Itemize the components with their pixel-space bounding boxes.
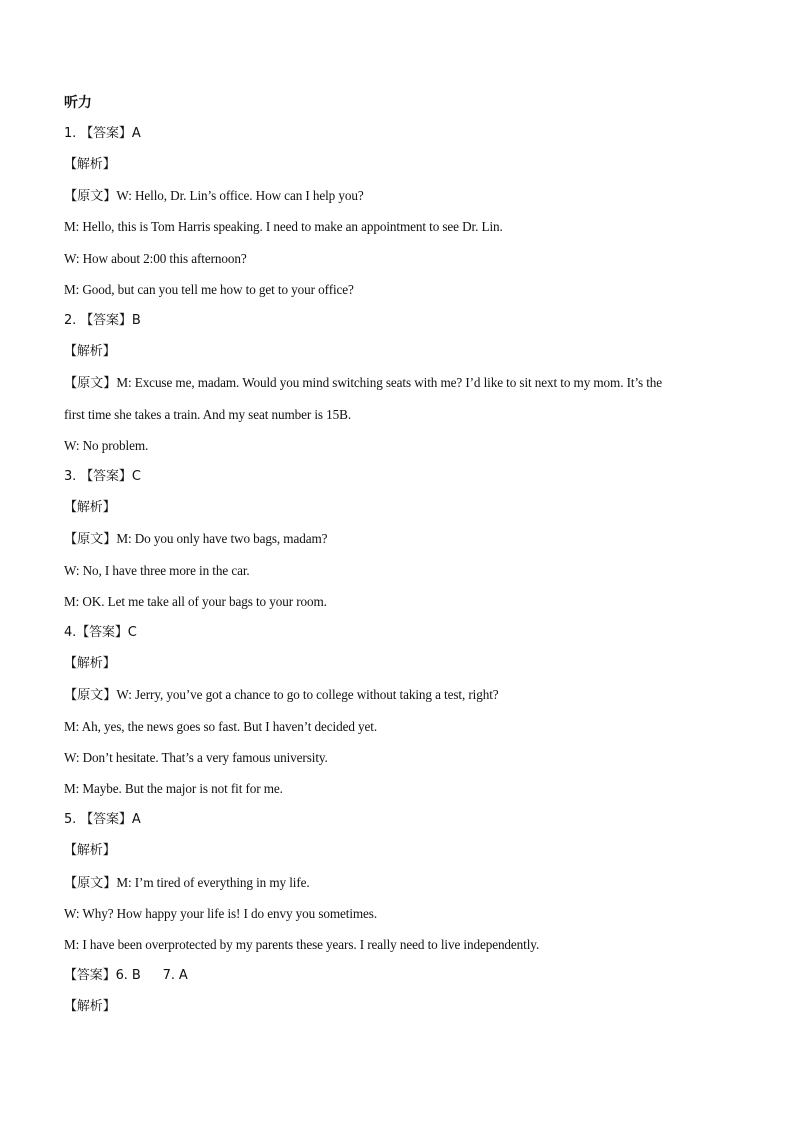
q6-answer: 【答案】6. B xyxy=(64,968,141,983)
q1-transcript-line: M: Good, but can you tell me how to get to your office? xyxy=(64,282,354,297)
q2-analysis: 【解析】 xyxy=(64,344,116,359)
q1-transcript-line: W: How about 2:00 this afternoon? xyxy=(64,251,247,266)
q4-transcript-line: W: Don’t hesitate. That’s a very famous university. xyxy=(64,750,328,765)
q7-answer: 7. A xyxy=(162,968,188,983)
q5-analysis: 【解析】 xyxy=(64,843,116,858)
q4-transcript-line: 【原文】W: Jerry, you’ve got a chance to go to college without taking a test, right? xyxy=(64,687,499,702)
q67-answer xyxy=(64,968,188,984)
q1-transcript-line: M: Hello, this is Tom Harris speaking. I need to make an appointment to see Dr. Lin. xyxy=(64,219,503,234)
q4-transcript-line: M: Ah, yes, the news goes so fast. But I haven’t decided yet. xyxy=(64,719,378,734)
q3-transcript-line: W: No, I have three more in the car. xyxy=(64,563,250,578)
q4-analysis: 【解析】 xyxy=(64,656,116,671)
q2-transcript-line: first time she takes a train. And my seat number is 15B. xyxy=(64,407,352,422)
q1-transcript-line: 【原文】W: Hello, Dr. Lin’s office. How can I help you? xyxy=(64,188,364,203)
q5-transcript-line: 【原文】M: I’m tired of everything in my life. xyxy=(64,875,310,890)
q2-transcript-line: 【原文】M: Excuse me, madam. Would you mind switching seats with me? I’d like to sit next to my mom. It’s the xyxy=(64,375,663,390)
q3-analysis: 【解析】 xyxy=(64,500,116,515)
q3-answer: 3. 【答案】C xyxy=(64,469,141,484)
q1-answer: 1. 【答案】A xyxy=(64,126,141,141)
section-title: 听力 xyxy=(64,95,92,111)
q2-answer: 2. 【答案】B xyxy=(64,313,141,328)
q67-analysis: 【解析】 xyxy=(64,999,116,1014)
q4-transcript-line: M: Maybe. But the major is not fit for me. xyxy=(64,781,283,796)
q5-answer: 5. 【答案】A xyxy=(64,812,141,827)
q3-transcript-line: 【原文】M: Do you only have two bags, madam? xyxy=(64,531,328,546)
q5-transcript-line: W: Why? How happy your life is! I do envy you sometimes. xyxy=(64,906,378,921)
q5-transcript-line: M: I have been overprotected by my parents these years. I really need to live independently. xyxy=(64,937,540,952)
q1-analysis: 【解析】 xyxy=(64,157,116,172)
q4-answer: 4.【答案】C xyxy=(64,625,137,640)
q2-transcript-line: W: No problem. xyxy=(64,438,149,453)
q3-transcript-line: M: OK. Let me take all of your bags to your room. xyxy=(64,594,327,609)
